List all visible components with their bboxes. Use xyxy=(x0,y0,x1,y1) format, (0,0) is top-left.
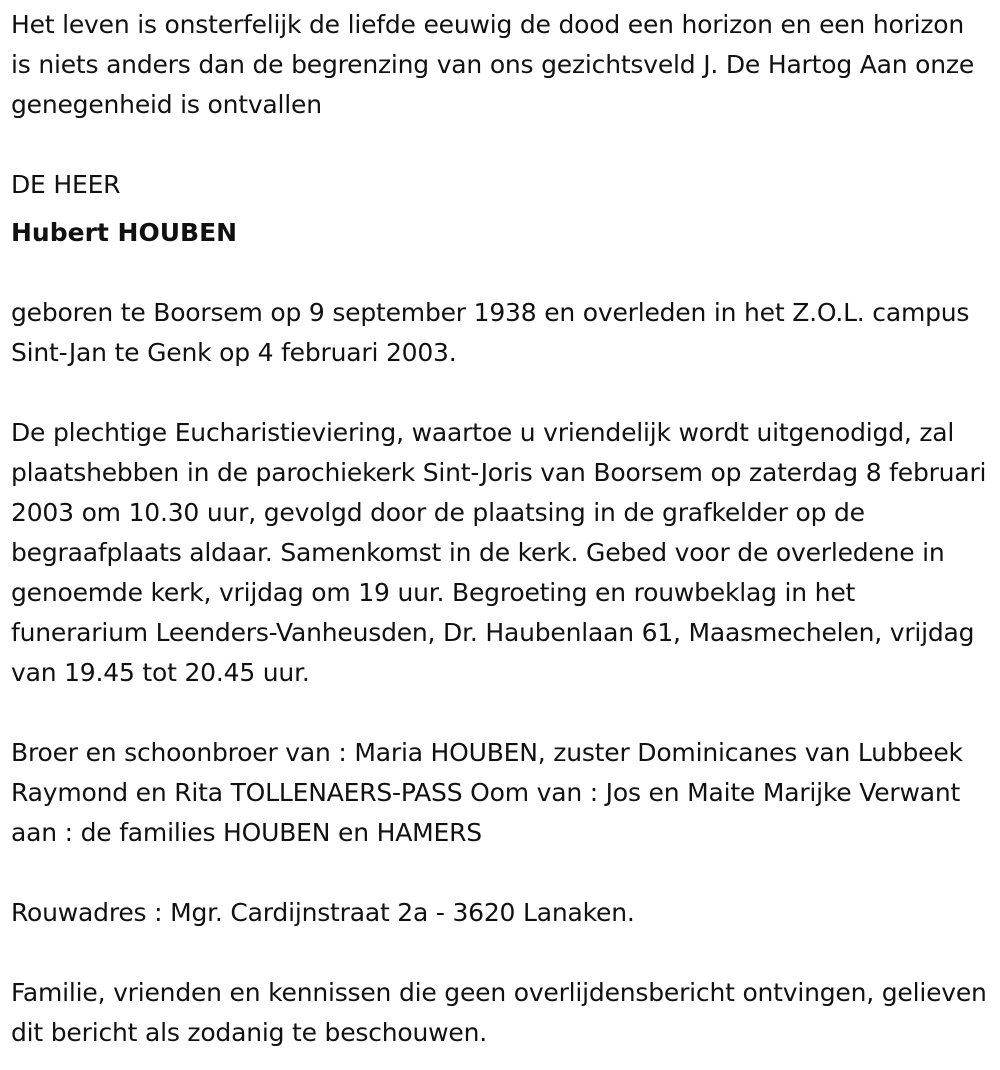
spacer xyxy=(11,373,991,413)
mourning-address: Rouwadres : Mgr. Cardijnstraat 2a - 3620 Lanaken. xyxy=(11,898,635,927)
spacer xyxy=(11,253,991,293)
obituary-document xyxy=(11,5,991,1053)
spacer xyxy=(11,125,991,165)
closing-paragraph: Familie, vrienden en kennissen die geen overlijdensbericht ontvingen, gelieven dit bericht als zodanig te beschouwen. xyxy=(11,978,987,1047)
relatives-paragraph: Broer en schoonbroer van : Maria HOUBEN, zuster Dominicanes van Lubbeek Raymond en Rita TOLLENAERS-PASS Oom van : Jos en Maite Marijke Verwant aan : de families HOUBEN en HAMERS xyxy=(11,738,963,847)
opening-quote: Het leven is onsterfelijk de liefde eeuwig de dood een horizon en een horizon is niets anders dan de begrenzing van ons gezichtsveld J. De Hartog Aan onze genegenheid is ontvallen xyxy=(11,10,975,119)
birth-death-paragraph: geboren te Boorsem op 9 september 1938 en overleden in het Z.O.L. campus Sint-Jan te Genk op 4 februari 2003. xyxy=(11,298,970,367)
spacer xyxy=(11,693,991,733)
spacer xyxy=(11,933,991,973)
deceased-name: Hubert HOUBEN xyxy=(11,218,238,247)
spacer xyxy=(11,205,991,213)
ceremony-paragraph: De plechtige Eucharistieviering, waartoe u vriendelijk wordt uitgenodigd, zal plaatshebben in de parochiekerk Sint-Joris van Boorsem op zaterdag 8 februari 2003 om 10.30 uur, gevolgd door de plaatsing in de grafkelder op de begraafplaats aldaar. Samenkomst in de kerk. Gebed voor de overledene in genoemde kerk, vrijdag om 19 uur. Begroeting en rouwbeklag in het funerarium Leenders-Vanheusden, Dr. Haubenlaan 61, Maasmechelen, vrijdag van 19.45 tot 20.45 uur. xyxy=(11,418,987,687)
honorific-title: DE HEER xyxy=(11,170,121,199)
spacer xyxy=(11,853,991,893)
